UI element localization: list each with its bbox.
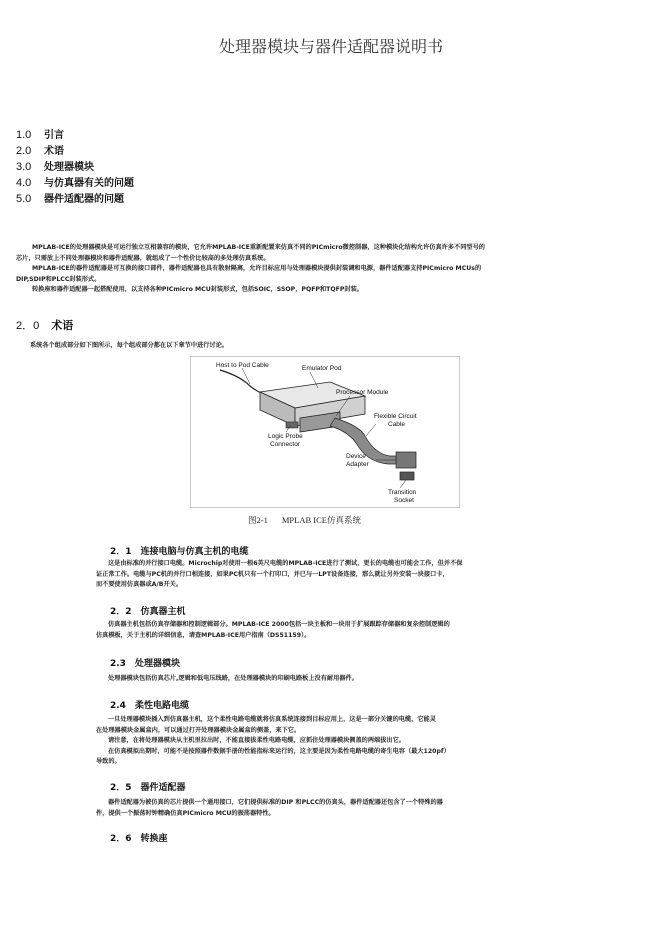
subsection-heading-2-5: 2．5 器件适配器 [110,783,186,793]
emulator-system-figure [190,356,460,508]
subsection-text-2-2: 仿真器主机包括仿真存储器和控制逻辑部分。MPLAB-ICE 2000包括一块主板和一块用于扩展跟踪存储器和复杂控制逻辑的 仿真模板，关于主机的详细信息，请查MPLAB-ICE用户指南（DS51159）。 [96,621,450,639]
subsection-text-2-4: 一旦处理器模块插入到仿真器主机，这个柔性电路电缆就将仿真系统连接到目标应用上，这是一部分关键的电缆，它能灵 在处理器模块金属盒内，可以通过打开处理器模块金属盒的侧盖，来下它。 请注意，在将处理器模块从主机里拉出时，不能直接拔柔性电路电缆，应抓住处理器模块侧盖的两端拔出它。 在仿真模拟出期时，可能不是按照器件数据手册的性能指标来运行的，这主要是因为柔性电路电缆的寄生电容（最大120pf） 导致的。 [96,716,450,765]
subsection-heading-2-4: 2.4 柔性电路电缆 [110,701,189,711]
label-emulator-pod: Emulator Pod [302,365,342,372]
intro-paragraph: MPLAB-ICE的处理器模块是可运行独立互相兼容的模块，它允许MPLAB-ICE重新配置来仿真不同的PICmicro微控制器，这种模块化结构允许仿真许多不同型号的 芯片，只需放上不同处理器模块和器件适配器，就组成了一个性价比较高的多处理仿真系统。 MPLAB-ICE的器件适配器是可互换的接口部件，器件适配器也具有散射隔离，允许目标应用与处理器模块提供封装调和电源，器件适配器支持PICmicro MCUs的 DIP,SDIP和PLCC封装形式。 转换座和器件适配器一起搭配使用，以支持各种PICmicro MCU封装形式，包括SOIC，SSOP，PQFP和TQFP封装。 [16,244,485,293]
subsection-heading-2-1: 2．1 连接电脑与仿真主机的电缆 [110,547,249,557]
label-transition-socket-1: Transition [388,489,417,496]
toc-item: 3.0 处理器模块 [16,161,94,173]
toc-item: 5.0 器件适配器的问题 [16,193,124,205]
label-logic-probe-1: Logic Probe [268,433,303,440]
label-transition-socket-2: Socket [394,497,414,504]
transition-socket-shape [400,472,414,480]
label-flex-cable-2: Cable [388,421,405,428]
subsection-text-2-5: 器件适配器为被仿真的芯片提供一个通用接口，它们提供标准的DIP 和PLCC的仿真头，器件适配器还包含了一个特殊的器 件，提供一个振荡时钟精确仿真PICmicro MCU的振荡器特性。 [96,799,443,817]
device-adapter-shape [396,452,416,468]
label-logic-probe-2: Connector [270,441,300,448]
toc-item: 4.0 与仿真器有关的问题 [16,177,134,189]
figure-frame [190,356,460,508]
label-device-adapter-1: Device [346,453,366,460]
label-device-adapter-2: Adapter [346,461,369,468]
label-flex-cable-1: Flexible Circuit [374,413,417,420]
subsection-heading-2-3: 2.3 处理器模块 [110,659,180,669]
subsection-heading-2-6: 2．6 转换座 [110,834,168,844]
toc-item: 2.0 术语 [16,145,64,157]
section-heading: 2．0 术语 [16,319,74,332]
figure-caption: 图2-1 MPLAB ICE仿真系统 [248,515,361,525]
logic-probe-shape [286,422,298,428]
section-intro-text: 系统各个组成部分如下图所示，每个组成部分都在以下章节中进行讨论。 [30,342,228,349]
subsection-heading-2-2: 2．2 仿真器主机 [110,607,186,617]
label-host-cable: Host to Pod Cable [216,362,269,369]
page-title: 处理器模块与器件适配器说明书 [218,37,443,56]
subsection-text-2-1: 这是由标准的并行接口电缆。Microchip对使用一根6英尺电缆的MPLAB-ICE进行了测试，更长的电缆也可能会工作，但并不保 证正常工作。电缆与PC机的并行口相连接，如果PC机只有一个打印口，并已与一LPT设备连接，那么就让另外安装一块接口卡， 而不要使用仿真器或A/B开关。 [96,560,463,588]
toc-item: 1.0 引言 [16,129,64,141]
subsection-text-2-3: 处理器模块包括仿真芯片,逻辑和低电压线路，在处理器模块的印刷电路板上没有耐用器件。 [108,675,358,682]
label-processor-module: Processor Module [336,389,389,396]
